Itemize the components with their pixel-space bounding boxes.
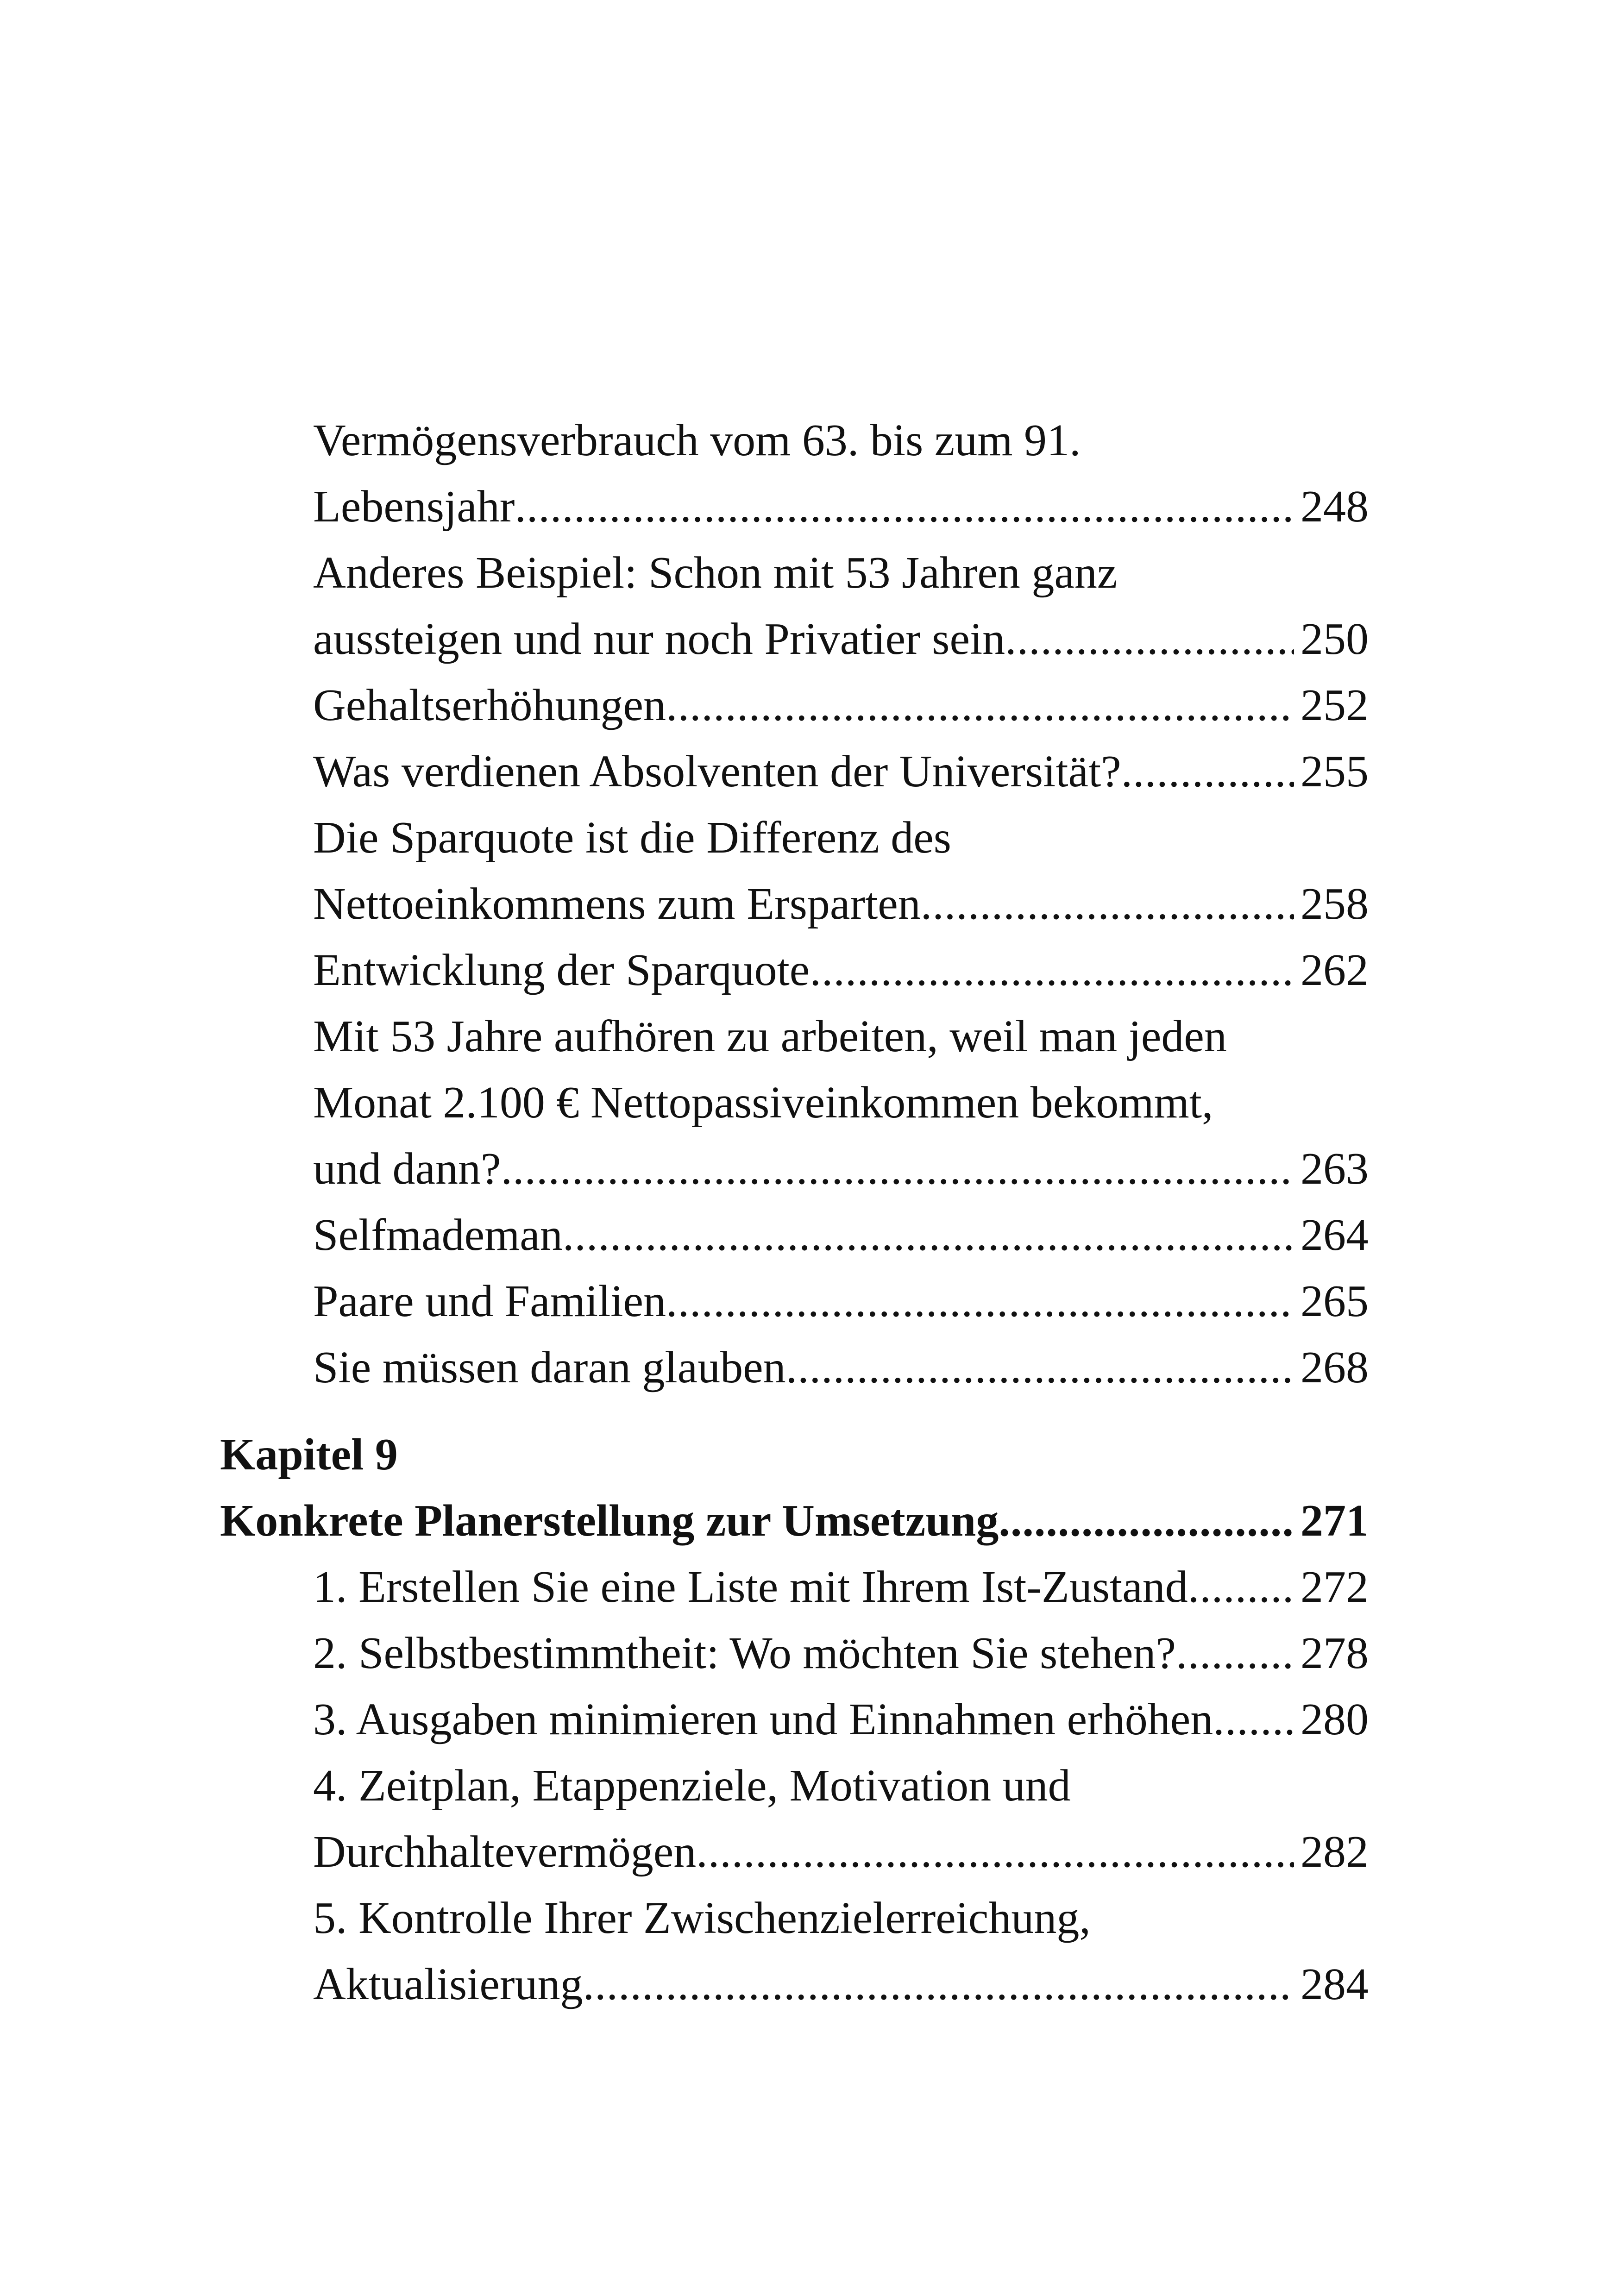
dot-leader xyxy=(696,1819,1294,1885)
toc-page-number: 282 xyxy=(1301,1827,1369,1877)
toc-page-number: 284 xyxy=(1301,1959,1369,2009)
toc-entry-title: Aktualisierung xyxy=(313,1959,583,2009)
dot-leader xyxy=(1188,1554,1294,1620)
chapter-title: Konkrete Planerstellung zur Umsetzung xyxy=(220,1496,999,1546)
toc-entry[interactable] xyxy=(220,1268,1369,1335)
toc-entry-line: Vermögensverbrauch vom 63. bis zum 91. xyxy=(313,415,1081,465)
dot-leader xyxy=(563,1202,1294,1268)
toc-entry[interactable] xyxy=(220,1620,1369,1687)
toc-entry-line: 5. Kontrolle Ihrer Zwischenzielerreichung, xyxy=(313,1893,1091,1943)
toc-entry[interactable] xyxy=(220,672,1369,739)
toc-entry-title: 3. Ausgaben minimieren und Einnahmen erhöhen xyxy=(313,1694,1213,1744)
toc-entry-title: Was verdienen Absolventen der Universität? xyxy=(313,747,1121,797)
dot-leader xyxy=(666,1268,1294,1335)
toc-page-number: 278 xyxy=(1301,1628,1369,1678)
dot-leader xyxy=(666,672,1294,739)
toc-page-number: 265 xyxy=(1301,1276,1369,1326)
toc-entry[interactable] xyxy=(220,1136,1369,1202)
toc-page-number: 263 xyxy=(1301,1144,1369,1194)
toc-entry-title: Lebensjahr xyxy=(313,482,515,532)
toc-entry[interactable] xyxy=(220,606,1369,672)
toc-page-number: 248 xyxy=(1301,482,1369,532)
toc-entry[interactable] xyxy=(220,1554,1369,1620)
toc-entry[interactable] xyxy=(220,739,1369,805)
toc-entry-line: Anderes Beispiel: Schon mit 53 Jahren ganz xyxy=(313,548,1118,598)
dot-leader xyxy=(501,1136,1294,1202)
toc-entry-line: 4. Zeitplan, Etappenziele, Motivation und xyxy=(313,1761,1071,1811)
dot-leader xyxy=(1005,606,1294,672)
dot-leader xyxy=(786,1335,1294,1401)
toc-page-number: 280 xyxy=(1301,1694,1369,1744)
toc-page-number: 262 xyxy=(1301,945,1369,995)
toc-entry[interactable] xyxy=(220,1687,1369,1753)
dot-leader xyxy=(921,871,1294,937)
toc-entry[interactable] xyxy=(220,1951,1369,2018)
toc-entry-title: 1. Erstellen Sie eine Liste mit Ihrem Ist-Zustand xyxy=(313,1562,1188,1612)
dot-leader xyxy=(810,937,1294,1004)
toc-entry-title: und dann? xyxy=(313,1144,501,1194)
toc-entry-title: 2. Selbstbestimmtheit: Wo möchten Sie stehen? xyxy=(313,1628,1176,1678)
dot-leader xyxy=(583,1951,1294,2018)
toc-entry[interactable] xyxy=(220,1819,1369,1885)
toc-entry-title: Entwicklung der Sparquote xyxy=(313,945,810,995)
toc-entry[interactable] xyxy=(220,1202,1369,1268)
chapter-entry[interactable] xyxy=(220,1488,1369,1554)
dot-leader xyxy=(515,474,1294,540)
toc-page-number: 268 xyxy=(1301,1342,1369,1393)
dot-leader xyxy=(999,1488,1294,1554)
toc-entry-title: Nettoeinkommens zum Ersparten xyxy=(313,879,921,929)
toc-page-number: 272 xyxy=(1301,1562,1369,1612)
toc-entry[interactable] xyxy=(220,871,1369,937)
dot-leader xyxy=(1121,739,1294,805)
toc-page-number: 250 xyxy=(1301,614,1369,664)
chapter-label: Kapitel 9 xyxy=(220,1430,398,1480)
toc-entry-line: Die Sparquote ist die Differenz des xyxy=(313,813,951,863)
toc-entry-line: Mit 53 Jahre aufhören zu arbeiten, weil man jeden xyxy=(313,1011,1227,1061)
table-of-contents xyxy=(220,408,1369,2018)
toc-entry-title: Durchhaltevermögen xyxy=(313,1827,697,1877)
toc-entry-title: Paare und Familien xyxy=(313,1276,666,1326)
chapter-page-number: 271 xyxy=(1301,1496,1369,1546)
toc-entry[interactable] xyxy=(220,937,1369,1004)
toc-entry[interactable] xyxy=(220,474,1369,540)
toc-entry-line: Monat 2.100 € Nettopassiveinkommen bekommt, xyxy=(313,1078,1213,1128)
toc-entry-title: Sie müssen daran glauben xyxy=(313,1342,786,1393)
toc-page-number: 255 xyxy=(1301,747,1369,797)
dot-leader xyxy=(1176,1620,1294,1687)
toc-page-number: 264 xyxy=(1301,1210,1369,1260)
toc-entry-title: Gehaltserhöhungen xyxy=(313,680,666,730)
toc-page-number: 252 xyxy=(1301,680,1369,730)
dot-leader xyxy=(1213,1687,1294,1753)
toc-entry[interactable] xyxy=(220,1335,1369,1401)
toc-entry-title: aussteigen und nur noch Privatier sein xyxy=(313,614,1005,664)
toc-page-number: 258 xyxy=(1301,879,1369,929)
toc-entry-title: Selfmademan xyxy=(313,1210,563,1260)
